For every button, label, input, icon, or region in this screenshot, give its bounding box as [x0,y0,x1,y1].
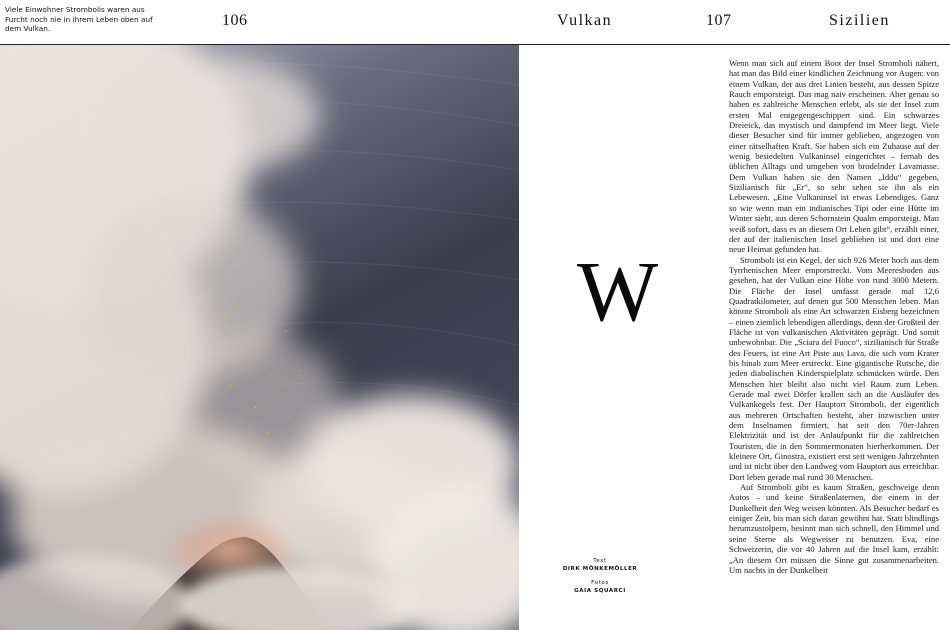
volcano-photo-illustration [0,45,519,630]
article-paragraph: Stromboli ist ein Kegel, der sich 926 Meter hoch aus dem Tyrrhenischen Meer emporstreckt. Vom Meeresboden aus gesehen, hat der Vulkan eine Höhe von rund 3000 Metern. Die Fläche der Insel umfasst gerade mal 12,6 Quadratkilometer, auf denen gut 500 Menschen leben. Man könnte Stromboli als eine Art schwarzen Eisberg bezeichnen – einen ziemlich lebendigen allerdings, denn der Großteil der Fläche ist von vulkanischen Aktivitäten geprägt. Und somit unbewohnbar. Die „Sciara del Fuoco“, sizilianisch für Straße des Feuers, ist eine Art Piste aus Lava, die sich vom Krater bis hinab zum Meer erstreckt. Eine gigantische Rutsche, die jeden diabolischen Kinderspielplatz schmücken würde. Den Menschen hier bleibt also nicht viel Raum zum Leben. Gerade mal zwei Dörfer krallen sich an die Ausläufer des Vulkankegels fest. Der Hauptort Stromboli, der eigentlich aus mehreren Ortschaften besteht, aber inzwischen unter dem Inselnamen firmiert, hat seit den 70er-Jahren Elektrizität und ist der Anlaufpunkt für die zahlreichen Touristen, die in den Sommermonaten hierherkommen. Der kleinere Ort, Ginostra, existiert erst seit wenigen Jahrzehnten und ist nicht über den Landweg vom Hauptort aus erreichbar. Dort leben gerade mal rund 30 Menschen. [729,254,939,482]
article-paragraph: Wenn man sich auf einem Boot der Insel Stromboli nähert, hat man das Bild einer kindlichen Zeichnung vor Augen: von einem Vulkan, der aus drei Linien besteht, aus dessen Spitze Rauch emporsteigt. Das mag naiv erscheinen. Aber genau so haben es zahlreiche Menschen erlebt, als sie der Insel zum ersten Mal entgegengeschippert sind. Ein schwarzes Dreieick, das mystisch und dampfend im Meer liegt. Viele dieser Besucher sind für immer geblieben, angezogen von einer rätselhaften Kraft. Sie haben sich ein Zuhause auf der wenig besiedelten Vulkaninsel eingerichtet – fernab des üblichen Alltags und umgeben von brodelnder Lavamasse. Dem Vulkan haben sie den Namen „Iddu“ gegeben, Sizilianisch für „Er“, so sehr sehen sie ihn als ein Lebewesen. „Eine Vulkaninsel ist etwas Lebendiges. Ganz so wie wenn man ein indianisches Tipi oder eine Hütte im Winter sieht, aus deren Schornstein Qualm emporsteigt. Man weiß sofort, dass es an diesem Ort Leben gibt“, erzählt einer, der auf der italienischen Insel geblieben ist und dort eine neue Heimat gefunden hat. [729,58,939,255]
credit-photo-author: GAIA SQUARCI [574,588,626,594]
credit-text-author: DIRK MÖNKEMÖLLER [562,566,638,572]
region-title: Sizilien [829,12,890,29]
article-body [729,58,939,575]
credit-photo-label: Fotos [591,580,609,586]
article-paragraph: Auf Stromboli gibt es kaum Straßen, geschweige denn Autos – und keine Straßenlaternen, die einem in der Dunkelheit den Weg weisen könnten. Als Besucher bedarf es einiger Zeit, bis man sich daran gewöhnt hat. Statt blindlings herumzustolpern, besinnt man sich schnell, den Himmel und seine Sterne als Wegweiser zu benutzen. Eva, eine Schweizerin, die vor 40 Jahren auf die Insel kam, erzählt: „An diesem Ort müssen die Sinne gut zusammenarbeiten. Um nachts in der Dunkelheit [729,482,939,575]
photo-caption: Viele Einwohner Strombolis waren aus Furcht noch nie in ihrem Leben oben auf dem Vulkan. [5,5,153,34]
page-number-right: 107 [706,12,732,29]
page-header [0,0,950,45]
page-number-left: 106 [222,12,248,29]
volcano-photo [0,45,519,630]
credit-text-label: Text [593,558,607,564]
section-title: Vulkan [557,12,613,29]
drop-cap: W [577,243,659,339]
